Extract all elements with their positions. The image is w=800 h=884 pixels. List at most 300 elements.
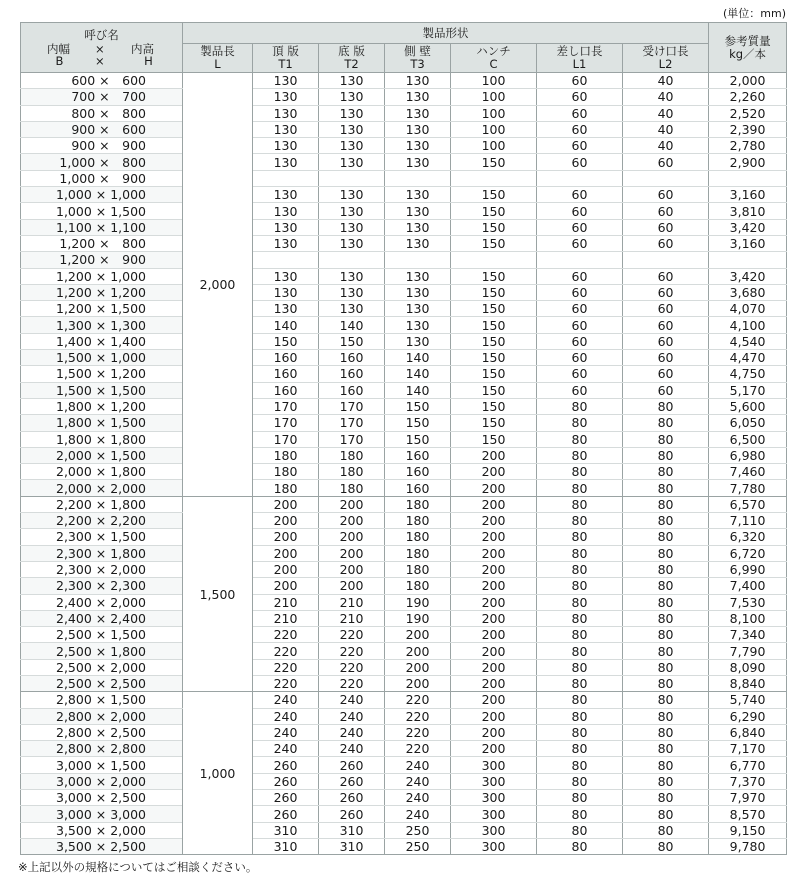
cell-insert: 80 <box>537 806 623 822</box>
cell-haunch: 200 <box>451 659 537 675</box>
cell-weight: 6,320 <box>709 529 787 545</box>
cell-haunch <box>451 252 537 268</box>
cell-bottom: 220 <box>319 627 385 643</box>
cell-name: 1,200 × 1,500 <box>21 301 183 317</box>
cell-top: 170 <box>253 431 319 447</box>
table-row <box>21 398 787 414</box>
cell-receive: 80 <box>623 496 709 512</box>
cell-name: 1,200 × 800 <box>21 235 183 251</box>
cell-haunch: 150 <box>451 350 537 366</box>
cell-top: 180 <box>253 464 319 480</box>
cell-length: 1,500 <box>183 496 253 692</box>
cell-receive: 40 <box>623 105 709 121</box>
cell-name: 2,200 × 1,800 <box>21 496 183 512</box>
cell-weight: 3,680 <box>709 284 787 300</box>
cell-weight: 6,050 <box>709 415 787 431</box>
cell-side: 130 <box>385 235 451 251</box>
cell-name: 3,000 × 3,000 <box>21 806 183 822</box>
cell-side: 180 <box>385 529 451 545</box>
cell-bottom: 130 <box>319 187 385 203</box>
cell-name: 2,400 × 2,400 <box>21 610 183 626</box>
cell-top: 220 <box>253 659 319 675</box>
header-name-label: 呼び名 <box>84 27 119 42</box>
cell-haunch: 150 <box>451 333 537 349</box>
cell-weight: 7,370 <box>709 773 787 789</box>
cell-insert: 60 <box>537 73 623 89</box>
cell-receive: 40 <box>623 89 709 105</box>
table-row <box>21 496 787 512</box>
cell-name: 2,500 × 1,800 <box>21 643 183 659</box>
cell-insert: 80 <box>537 496 623 512</box>
cell-bottom: 130 <box>319 219 385 235</box>
cell-haunch: 300 <box>451 822 537 838</box>
header-inner-width: 内幅 B <box>47 41 70 68</box>
cell-bottom: 170 <box>319 431 385 447</box>
cell-insert: 80 <box>537 790 623 806</box>
cell-bottom: 130 <box>319 105 385 121</box>
cell-weight: 6,290 <box>709 708 787 724</box>
cell-name: 1,000 × 900 <box>21 170 183 186</box>
cell-receive: 80 <box>623 806 709 822</box>
table-row <box>21 724 787 740</box>
cell-haunch: 200 <box>451 692 537 708</box>
cell-receive: 60 <box>623 301 709 317</box>
cell-insert: 80 <box>537 675 623 691</box>
table-row <box>21 838 787 854</box>
cell-weight: 6,570 <box>709 496 787 512</box>
cell-name: 1,800 × 1,500 <box>21 415 183 431</box>
header-length: 製品長 L <box>183 44 253 73</box>
cell-insert <box>537 252 623 268</box>
table-row <box>21 268 787 284</box>
cell-name: 1,100 × 1,100 <box>21 219 183 235</box>
cell-insert: 80 <box>537 838 623 854</box>
cell-haunch: 200 <box>451 594 537 610</box>
cell-side: 130 <box>385 317 451 333</box>
cell-top: 130 <box>253 121 319 137</box>
cell-weight: 7,340 <box>709 627 787 643</box>
table-row <box>21 480 787 496</box>
cell-side: 240 <box>385 806 451 822</box>
cell-name: 2,500 × 2,000 <box>21 659 183 675</box>
cell-bottom: 150 <box>319 333 385 349</box>
cell-top: 200 <box>253 578 319 594</box>
cell-bottom: 220 <box>319 643 385 659</box>
header-bottom: 底 版 T2 <box>319 44 385 73</box>
table-row <box>21 659 787 675</box>
cell-receive: 80 <box>623 643 709 659</box>
cell-weight: 8,100 <box>709 610 787 626</box>
cell-bottom: 160 <box>319 366 385 382</box>
cell-name: 1,000 × 1,500 <box>21 203 183 219</box>
cell-side: 130 <box>385 121 451 137</box>
cell-top: 200 <box>253 561 319 577</box>
cell-side: 220 <box>385 708 451 724</box>
cell-receive: 80 <box>623 741 709 757</box>
cell-receive: 80 <box>623 838 709 854</box>
cell-side: 160 <box>385 464 451 480</box>
cell-top: 130 <box>253 73 319 89</box>
cell-name: 900 × 900 <box>21 138 183 154</box>
cell-bottom: 200 <box>319 578 385 594</box>
table-row <box>21 464 787 480</box>
cell-weight: 8,090 <box>709 659 787 675</box>
cell-receive: 80 <box>623 675 709 691</box>
cell-haunch: 200 <box>451 513 537 529</box>
cell-name: 3,000 × 2,500 <box>21 790 183 806</box>
cell-haunch: 150 <box>451 366 537 382</box>
cell-length: 2,000 <box>183 73 253 497</box>
cell-receive: 80 <box>623 610 709 626</box>
cell-side: 130 <box>385 73 451 89</box>
table-row <box>21 675 787 691</box>
cell-receive: 80 <box>623 757 709 773</box>
cell-name: 2,800 × 2,800 <box>21 741 183 757</box>
cell-weight: 5,740 <box>709 692 787 708</box>
cell-bottom: 170 <box>319 398 385 414</box>
cell-haunch: 200 <box>451 561 537 577</box>
cell-haunch: 100 <box>451 121 537 137</box>
cell-haunch: 150 <box>451 415 537 431</box>
table-row <box>21 757 787 773</box>
cell-weight: 7,790 <box>709 643 787 659</box>
cell-insert: 60 <box>537 333 623 349</box>
cell-bottom <box>319 170 385 186</box>
cell-bottom <box>319 252 385 268</box>
cell-insert: 80 <box>537 692 623 708</box>
cell-haunch: 200 <box>451 545 537 561</box>
cell-insert: 80 <box>537 659 623 675</box>
cell-receive: 80 <box>623 464 709 480</box>
cell-side: 180 <box>385 496 451 512</box>
cell-bottom: 180 <box>319 464 385 480</box>
cell-insert: 80 <box>537 415 623 431</box>
cell-top: 220 <box>253 675 319 691</box>
cell-receive: 40 <box>623 121 709 137</box>
cell-name: 1,500 × 1,200 <box>21 366 183 382</box>
unit-note: (単位：mm) <box>722 7 786 20</box>
cell-haunch: 300 <box>451 838 537 854</box>
cell-haunch <box>451 170 537 186</box>
cell-bottom: 200 <box>319 496 385 512</box>
cell-top: 130 <box>253 105 319 121</box>
cell-bottom: 210 <box>319 594 385 610</box>
cell-name: 2,800 × 2,500 <box>21 724 183 740</box>
cell-bottom: 260 <box>319 806 385 822</box>
table-row <box>21 643 787 659</box>
header-product-shape: 製品形状 <box>183 23 709 44</box>
cell-top: 150 <box>253 333 319 349</box>
cell-haunch: 300 <box>451 806 537 822</box>
cell-name: 3,000 × 2,000 <box>21 773 183 789</box>
table-row <box>21 203 787 219</box>
cell-side: 150 <box>385 398 451 414</box>
cell-insert: 80 <box>537 724 623 740</box>
cell-top: 130 <box>253 219 319 235</box>
cell-haunch: 200 <box>451 496 537 512</box>
cell-receive: 80 <box>623 513 709 529</box>
cell-weight: 2,390 <box>709 121 787 137</box>
cell-insert: 60 <box>537 235 623 251</box>
table-row <box>21 301 787 317</box>
cell-insert: 80 <box>537 398 623 414</box>
cell-bottom: 130 <box>319 154 385 170</box>
cell-weight: 6,770 <box>709 757 787 773</box>
table-row <box>21 138 787 154</box>
cell-name: 1,800 × 1,200 <box>21 398 183 414</box>
cell-receive: 60 <box>623 268 709 284</box>
cell-side: 130 <box>385 203 451 219</box>
cell-insert: 80 <box>537 822 623 838</box>
cell-side: 250 <box>385 838 451 854</box>
cell-bottom: 260 <box>319 773 385 789</box>
table-row <box>21 594 787 610</box>
table-row <box>21 431 787 447</box>
cell-haunch: 150 <box>451 268 537 284</box>
cell-weight <box>709 252 787 268</box>
table-row <box>21 219 787 235</box>
cell-haunch: 150 <box>451 187 537 203</box>
cell-name: 2,300 × 2,000 <box>21 561 183 577</box>
cell-bottom: 310 <box>319 838 385 854</box>
cell-top: 220 <box>253 627 319 643</box>
cell-weight: 4,470 <box>709 350 787 366</box>
cell-top: 210 <box>253 594 319 610</box>
cell-bottom: 130 <box>319 138 385 154</box>
cell-receive: 60 <box>623 333 709 349</box>
table-row <box>21 561 787 577</box>
cell-bottom: 240 <box>319 692 385 708</box>
cell-name: 1,000 × 1,000 <box>21 187 183 203</box>
table-row <box>21 73 787 89</box>
cell-length: 1,000 <box>183 692 253 855</box>
cell-weight: 9,780 <box>709 838 787 854</box>
cell-insert: 60 <box>537 89 623 105</box>
cell-top: 160 <box>253 382 319 398</box>
cell-side: 140 <box>385 382 451 398</box>
table-row <box>21 350 787 366</box>
cell-bottom: 220 <box>319 675 385 691</box>
cell-bottom: 200 <box>319 529 385 545</box>
cell-side: 200 <box>385 643 451 659</box>
cell-bottom: 140 <box>319 317 385 333</box>
cell-haunch: 200 <box>451 675 537 691</box>
header-side: 側 壁 T3 <box>385 44 451 73</box>
cell-bottom: 200 <box>319 545 385 561</box>
cell-bottom: 200 <box>319 561 385 577</box>
header-insert: 差し口長 L1 <box>537 44 623 73</box>
cell-bottom: 210 <box>319 610 385 626</box>
cell-haunch: 200 <box>451 724 537 740</box>
cell-name: 2,800 × 2,000 <box>21 708 183 724</box>
cell-top: 200 <box>253 545 319 561</box>
cell-insert: 60 <box>537 105 623 121</box>
table-row <box>21 578 787 594</box>
cell-weight: 3,160 <box>709 235 787 251</box>
cell-insert: 60 <box>537 301 623 317</box>
cell-insert: 60 <box>537 203 623 219</box>
cell-receive: 60 <box>623 350 709 366</box>
cell-weight: 5,600 <box>709 398 787 414</box>
cell-insert: 80 <box>537 431 623 447</box>
cell-haunch: 150 <box>451 301 537 317</box>
table-row <box>21 708 787 724</box>
table-row <box>21 89 787 105</box>
cell-name: 3,000 × 1,500 <box>21 757 183 773</box>
cell-insert: 80 <box>537 610 623 626</box>
cell-haunch: 150 <box>451 203 537 219</box>
cell-weight: 7,460 <box>709 464 787 480</box>
cell-receive: 60 <box>623 382 709 398</box>
cell-weight <box>709 170 787 186</box>
cell-weight: 5,170 <box>709 382 787 398</box>
cell-top: 140 <box>253 317 319 333</box>
cell-receive: 60 <box>623 203 709 219</box>
cell-name: 2,800 × 1,500 <box>21 692 183 708</box>
cell-top: 130 <box>253 268 319 284</box>
cell-name: 600 × 600 <box>21 73 183 89</box>
cell-name: 2,500 × 2,500 <box>21 675 183 691</box>
cell-top: 170 <box>253 398 319 414</box>
cell-receive: 80 <box>623 447 709 463</box>
cell-side: 150 <box>385 431 451 447</box>
header-inner-height: 内高 H <box>131 41 154 68</box>
cell-top: 240 <box>253 741 319 757</box>
cell-name: 1,200 × 900 <box>21 252 183 268</box>
cell-name: 700 × 700 <box>21 89 183 105</box>
footnote: ※上記以外の規格についてはご相談ください。 <box>18 860 258 874</box>
cell-insert: 80 <box>537 545 623 561</box>
cell-receive: 80 <box>623 415 709 431</box>
cell-haunch: 100 <box>451 138 537 154</box>
cell-receive: 60 <box>623 187 709 203</box>
cell-bottom: 130 <box>319 268 385 284</box>
cell-name: 1,200 × 1,200 <box>21 284 183 300</box>
cell-side: 220 <box>385 724 451 740</box>
cell-top: 260 <box>253 757 319 773</box>
cell-name: 1,000 × 800 <box>21 154 183 170</box>
cell-side: 140 <box>385 350 451 366</box>
table-row <box>21 187 787 203</box>
cell-receive: 80 <box>623 561 709 577</box>
cell-receive: 60 <box>623 235 709 251</box>
cell-name: 3,500 × 2,500 <box>21 838 183 854</box>
cell-name: 2,000 × 2,000 <box>21 480 183 496</box>
cell-receive: 80 <box>623 822 709 838</box>
cell-receive: 80 <box>623 773 709 789</box>
cell-side: 130 <box>385 154 451 170</box>
table-row <box>21 627 787 643</box>
cell-side: 240 <box>385 773 451 789</box>
cell-receive: 80 <box>623 692 709 708</box>
cell-top: 260 <box>253 806 319 822</box>
cell-bottom: 260 <box>319 757 385 773</box>
cell-haunch: 200 <box>451 464 537 480</box>
cell-weight: 8,570 <box>709 806 787 822</box>
cell-receive: 80 <box>623 431 709 447</box>
cell-receive: 60 <box>623 284 709 300</box>
cell-side: 200 <box>385 627 451 643</box>
cell-haunch: 200 <box>451 578 537 594</box>
table-row <box>21 545 787 561</box>
cell-insert: 60 <box>537 121 623 137</box>
table-row <box>21 121 787 137</box>
cell-insert: 80 <box>537 578 623 594</box>
cell-weight: 7,530 <box>709 594 787 610</box>
cell-weight: 7,170 <box>709 741 787 757</box>
cell-receive: 60 <box>623 219 709 235</box>
cell-top: 130 <box>253 235 319 251</box>
cell-haunch: 200 <box>451 643 537 659</box>
cell-name: 3,500 × 2,000 <box>21 822 183 838</box>
cell-side: 190 <box>385 594 451 610</box>
cell-name: 800 × 800 <box>21 105 183 121</box>
cell-side: 130 <box>385 301 451 317</box>
cell-weight: 4,100 <box>709 317 787 333</box>
cell-name: 2,300 × 1,500 <box>21 529 183 545</box>
cell-bottom: 160 <box>319 382 385 398</box>
cell-side: 130 <box>385 268 451 284</box>
cell-insert: 80 <box>537 480 623 496</box>
cell-insert: 80 <box>537 708 623 724</box>
cell-top: 130 <box>253 301 319 317</box>
table-row <box>21 790 787 806</box>
cell-weight: 6,840 <box>709 724 787 740</box>
cell-haunch: 150 <box>451 235 537 251</box>
cell-receive <box>623 252 709 268</box>
cell-insert: 60 <box>537 138 623 154</box>
cell-weight: 3,420 <box>709 268 787 284</box>
cell-top: 200 <box>253 496 319 512</box>
cell-top: 180 <box>253 447 319 463</box>
cell-side: 180 <box>385 561 451 577</box>
cell-bottom: 240 <box>319 741 385 757</box>
cell-receive: 80 <box>623 708 709 724</box>
table-row <box>21 741 787 757</box>
cell-weight: 7,110 <box>709 513 787 529</box>
cell-name: 1,800 × 1,800 <box>21 431 183 447</box>
cell-name: 2,000 × 1,800 <box>21 464 183 480</box>
cell-weight: 9,150 <box>709 822 787 838</box>
header-top: 頂 版 T1 <box>253 44 319 73</box>
cell-bottom: 240 <box>319 724 385 740</box>
cell-haunch: 150 <box>451 382 537 398</box>
table-row <box>21 447 787 463</box>
cell-weight: 7,780 <box>709 480 787 496</box>
cell-side: 130 <box>385 138 451 154</box>
cell-insert: 60 <box>537 350 623 366</box>
cell-name: 2,000 × 1,500 <box>21 447 183 463</box>
cell-name: 2,500 × 1,500 <box>21 627 183 643</box>
cell-haunch: 150 <box>451 431 537 447</box>
cell-receive: 80 <box>623 659 709 675</box>
table-row <box>21 170 787 186</box>
cell-receive: 80 <box>623 545 709 561</box>
cell-haunch: 300 <box>451 757 537 773</box>
cell-side: 200 <box>385 675 451 691</box>
table-row <box>21 513 787 529</box>
cell-top: 170 <box>253 415 319 431</box>
cell-side: 130 <box>385 187 451 203</box>
cell-name: 2,400 × 2,000 <box>21 594 183 610</box>
cell-insert: 60 <box>537 382 623 398</box>
cell-receive: 80 <box>623 529 709 545</box>
cell-haunch: 150 <box>451 154 537 170</box>
cell-side: 180 <box>385 578 451 594</box>
cell-top: 130 <box>253 284 319 300</box>
cell-top: 240 <box>253 708 319 724</box>
cell-haunch: 200 <box>451 447 537 463</box>
